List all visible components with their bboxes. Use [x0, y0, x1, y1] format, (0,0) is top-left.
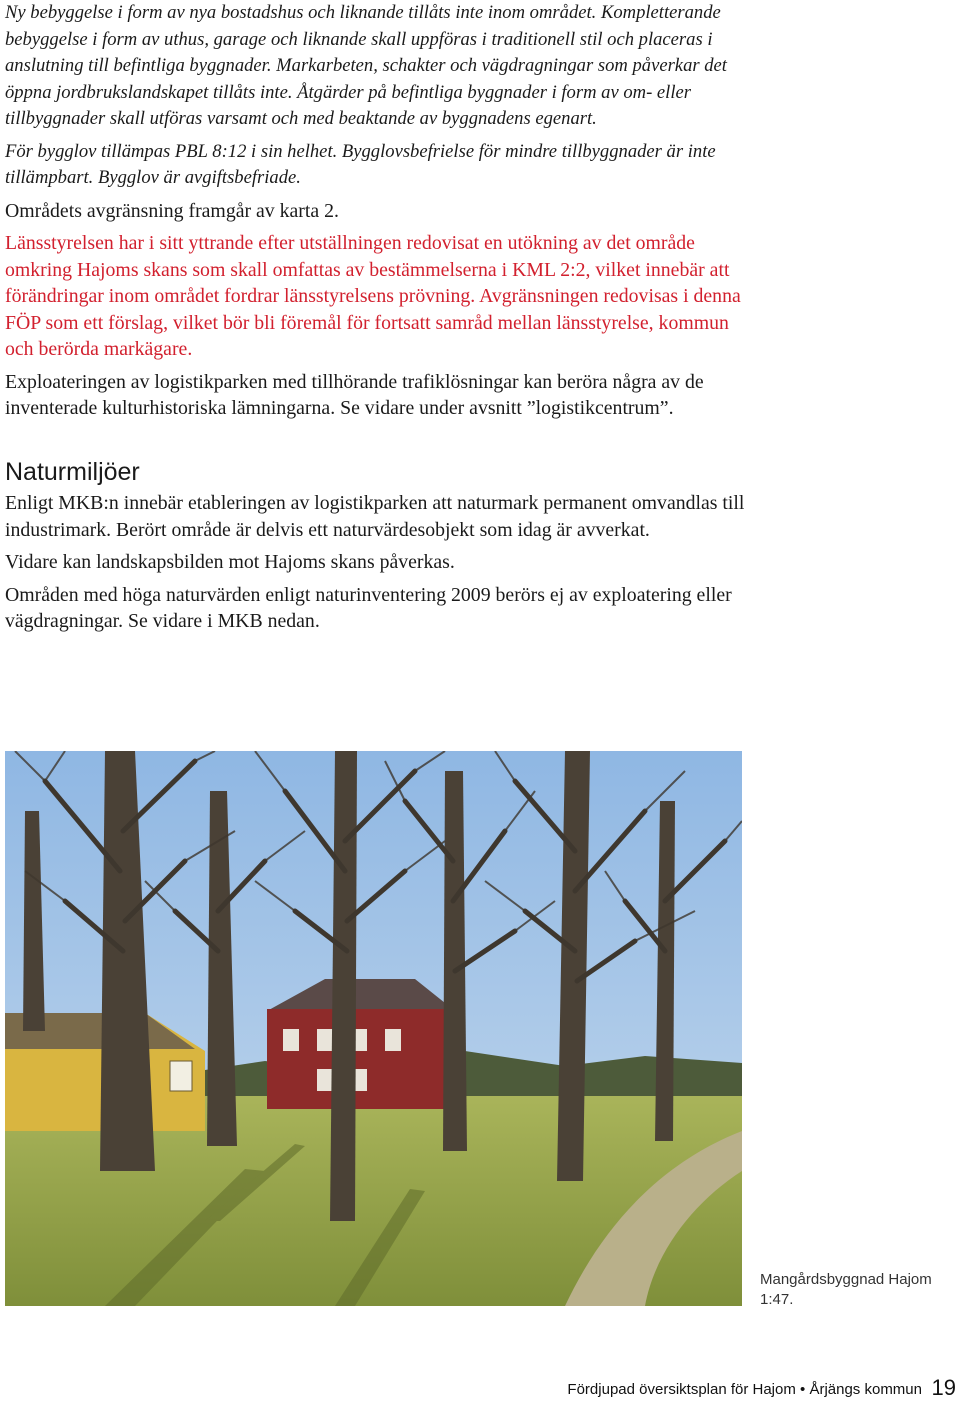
footer-title: Fördjupad översiktsplan för Hajom • Årjängs kommun [567, 1381, 922, 1398]
photo-caption: Mangårdsbyggnad Hajom 1:47. [760, 1271, 932, 1308]
natural-paragraph-3: Områden med höga naturvärden enligt naturinventering 2009 berörs ej av exploatering eller vägdragningar. Se vidare i MKB nedan. [5, 583, 732, 632]
delimitation-paragraph: Områdets avgränsning framgår av karta 2. [5, 199, 339, 222]
natural-paragraph-2: Vidare kan landskapsbilden mot Hajoms skans påverkas. [5, 551, 455, 573]
regulations-paragraph-1: Ny bebyggelse i form av nya bostadshus och liknande tillåts inte inom området. Kompletterande bebyggelse i form av uthus, garage och liknande skall uppföras i traditionell stil och placeras i anslutning till befintliga byggnader. Markarbeten, schakter och vägdragningar som påverkar det öppna jordbrukslandskapet tillåts inte. Åtgärder på befintliga byggnader i form av om- eller tillbyggnader skall utföras varsamt och med beaktande av byggnadens egenart. [5, 2, 727, 129]
farmstead-photo [5, 751, 742, 1306]
natural-paragraph-1: Enligt MKB:n innebär etableringen av logistikparken att naturmark permanent omvandlas till industrimark. Berört område är delvis ett naturvärdesobjekt som idag är avverkat. [5, 492, 745, 541]
exploitation-paragraph: Exploateringen av logistikparken med tillhörande trafiklösningar kan beröra några av de inventerade kulturhistoriska lämningarna. Se vidare under avsnitt ”logistikcentrum”. [5, 370, 704, 419]
regulations-paragraph-2: För bygglov tillämpas PBL 8:12 i sin helhet. Bygglovsbefrielse för mindre tillbyggnader är inte tillämpbart. Bygglov är avgiftsbefriade. [5, 140, 716, 188]
regulations-block [5, 0, 745, 428]
county-board-paragraph: Länsstyrelsen har i sitt yttrande efter utställningen redovisat en utökning av det område omkring Hajoms skans som skall omfattas av bestämmelserna i KML 2:2, vilket innebär att förändringar inom området fordrar länsstyrelsens prövning. Avgränsningen redovisas i denna FÖP som ett förslag, vilket bör bli föremål för fortsatt samråd mellan länsstyrelse, kommun och berörda markägare. [5, 232, 741, 360]
natural-environment-block [5, 490, 745, 641]
page-number: 19 [931, 1375, 956, 1400]
section-heading: Naturmiljöer [5, 458, 140, 486]
